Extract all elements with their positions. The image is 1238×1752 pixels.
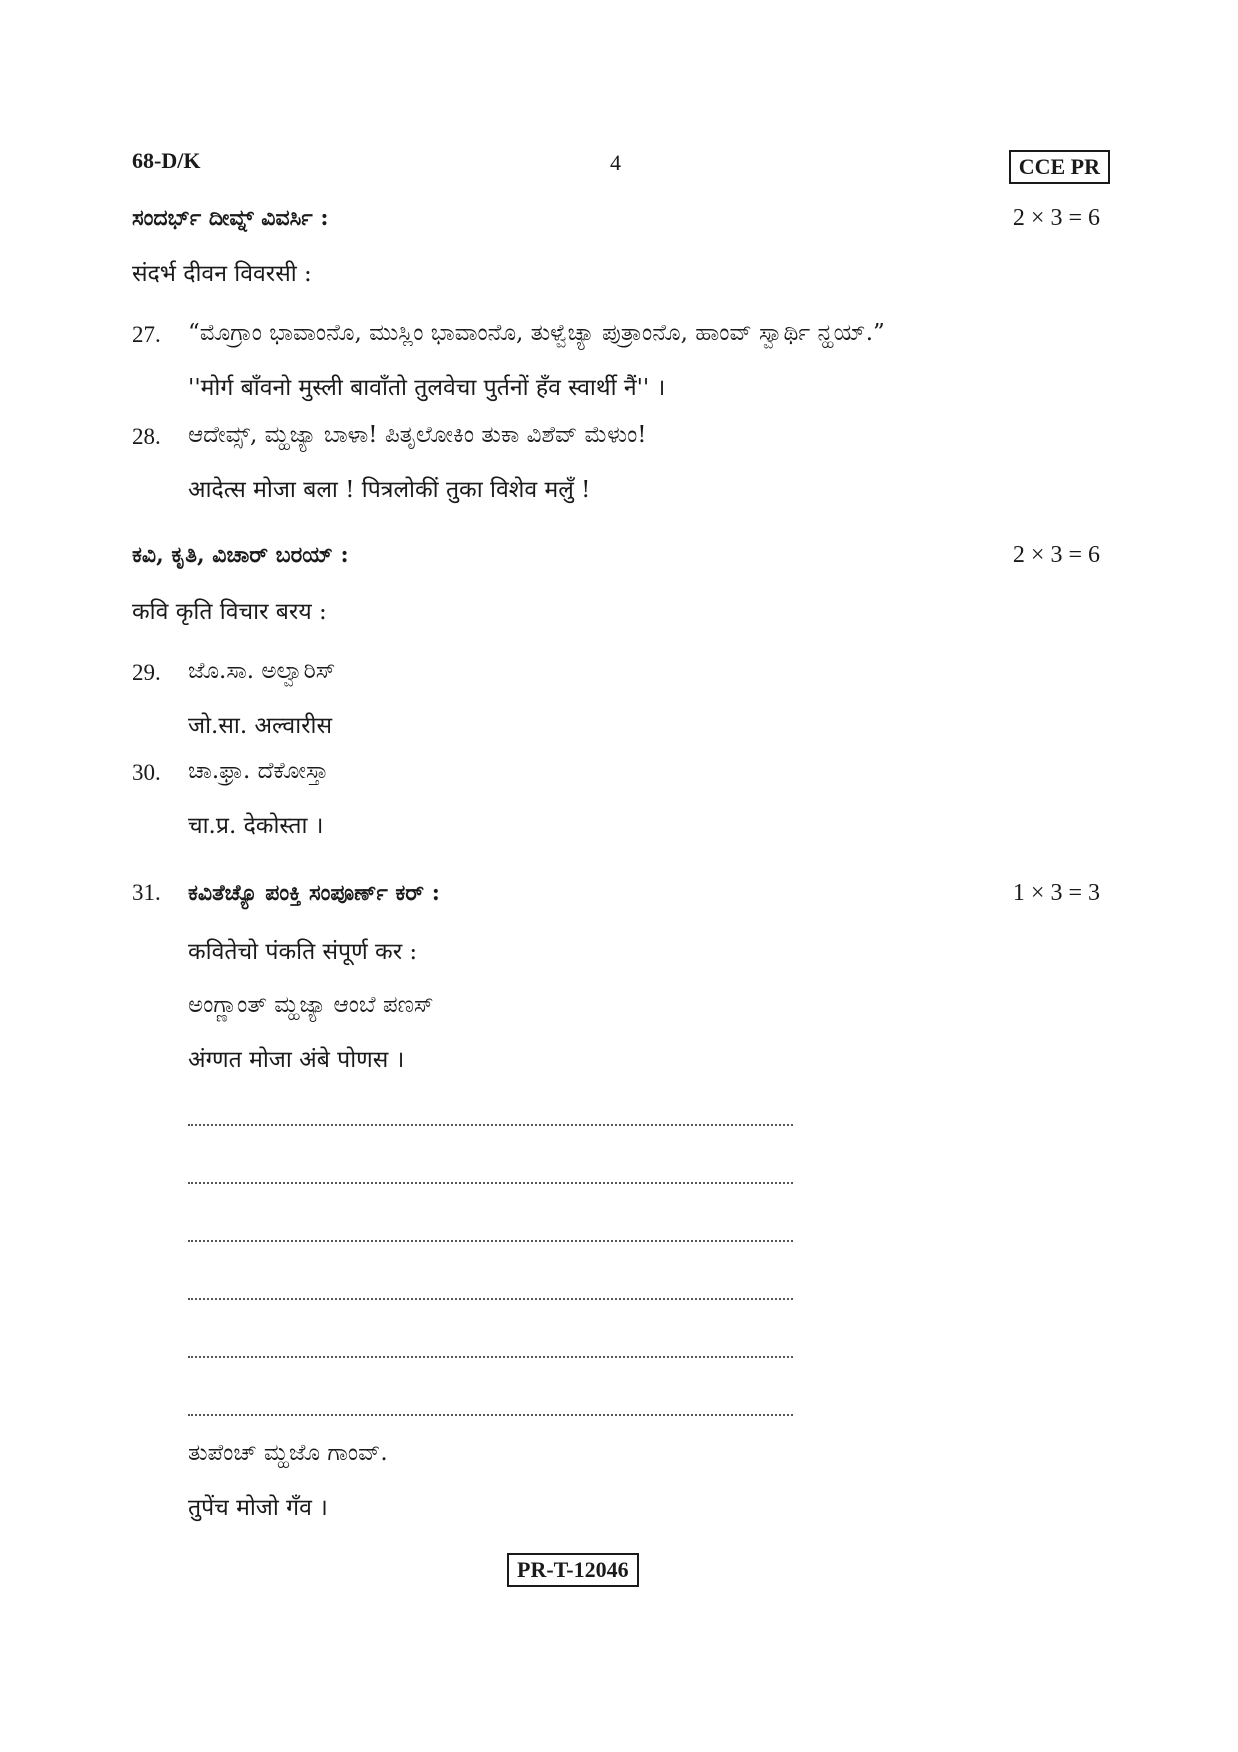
poem-last-line-kannada: ತುಪೆಂಚ್ ಮ್ಹಜೊ ಗಾಂವ್. (188, 1440, 388, 1466)
poem-last-line-devanagari: तुपेंच मोजो गँव । (188, 1495, 328, 1521)
section-marks-poet: 2 × 3 = 6 (1012, 542, 1100, 568)
answer-line-5[interactable] (188, 1354, 793, 1358)
question-number-27: 27. (132, 322, 161, 347)
answer-line-1[interactable] (188, 1122, 793, 1126)
question-number-28: 28. (132, 424, 161, 449)
paper-code: 68-D/K (132, 148, 201, 173)
section-marks-context: 2 × 3 = 6 (1012, 205, 1100, 231)
answer-line-4[interactable] (188, 1296, 793, 1300)
poet-29-devanagari: जो.सा. अल्वारीस (188, 713, 333, 739)
page-number: 4 (610, 150, 621, 175)
question-31-subtitle: कवितेचो पंकति संपूर्ण कर : (188, 939, 418, 965)
poet-30-kannada: ಚಾ.ಫ್ರಾ. ದೆಕೋಸ್ತಾ (188, 758, 329, 784)
question-31-marks: 1 × 3 = 3 (1012, 880, 1100, 906)
question-number-31: 31. (132, 880, 161, 905)
section-subtitle-poet: कवि कृति विचार बरय : (132, 599, 327, 625)
answer-line-6[interactable] (188, 1412, 793, 1416)
section-title-context: ಸಂದರ್ಭ್ ದೀವ್ನ್ ವಿವರ್ಸಿ : (132, 205, 329, 231)
section-subtitle-context: संदर्भ दीवन विवरसी : (132, 261, 312, 287)
question-28-kannada: ಆದೇವ್ಸ್, ಮ್ಹಜ್ಯಾ ಬಾಳಾ! ಪಿತೃಲೋಕಿಂ ತುಕಾ ವಿಶೆವ್ ಮೆಳುಂ! (188, 422, 647, 448)
poet-30-devanagari: चा.प्र. देकोस्ता । (188, 813, 324, 839)
question-31-title: ಕವಿತೆಚ್ಯೊ ಪಂಕ್ತಿ ಸಂಪೂರ್ಣ್ ಕರ್ : (188, 880, 440, 906)
question-27-kannada: “ಮೊಗ್ರಾಂ ಭಾವಾಂನೊ, ಮುಸ್ಲಿಂ ಭಾವಾಂನೊ, ತುಳ್ವೆಚ್ಯಾ ಪುತ್ರಾಂನೊ, ಹಾಂವ್ ಸ್ವಾರ್ಥಿ ನ್ಹಯ್.” (188, 320, 885, 346)
question-27-devanagari: ''मोर्ग बाँवनो मुस्ली बावाँतो तुलवेचा पुर्तनों हँव स्वार्थी नैं'' । (188, 375, 666, 401)
section-title-poet: ಕವಿ, ಕೃತಿ, ವಿಚಾರ್ ಬರಯ್ : (132, 542, 349, 568)
answer-line-2[interactable] (188, 1180, 793, 1184)
poem-first-line-devanagari: अंग्णत मोजा अंबे पोणस । (188, 1047, 405, 1073)
answer-line-3[interactable] (188, 1238, 793, 1242)
poet-29-kannada: ಜೊ.ಸಾ. ಅಲ್ವಾರಿಸ್ (188, 658, 336, 684)
question-28-devanagari: आदेत्स मोजा बला ! पित्रलोकीं तुका विशेव मलुँ ! (188, 477, 591, 503)
cce-pr-badge: CCE PR (1009, 150, 1110, 184)
footer-code: PR-T-12046 (507, 1553, 639, 1587)
poem-first-line-kannada: ಅಂಗ್ಣಾಂತ್ ಮ್ಹಜ್ಯಾ ಆಂಬೆ ಪಣಸ್ (188, 992, 434, 1018)
question-number-30: 30. (132, 760, 161, 785)
question-number-29: 29. (132, 660, 161, 685)
